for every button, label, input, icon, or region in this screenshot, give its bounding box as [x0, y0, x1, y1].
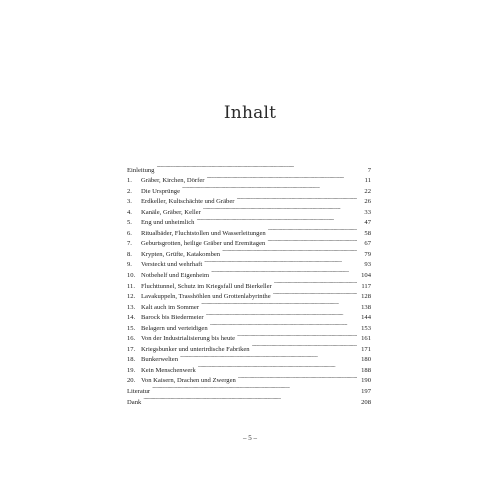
- toc-entry-page: 138: [361, 303, 371, 311]
- toc-entry-number: 19.: [127, 366, 136, 374]
- toc-dot-leader: [201, 298, 357, 309]
- toc-entry-page: 128: [361, 293, 371, 301]
- toc-entry-label: Die Ursprünge: [141, 187, 181, 195]
- toc-entry-page: 190: [361, 377, 371, 385]
- toc-entry-number: 6.: [127, 229, 132, 237]
- toc-dot-leader: [236, 193, 357, 204]
- toc-entry-number: 11.: [127, 282, 135, 290]
- toc-entry-page: 26: [364, 198, 371, 206]
- toc-dot-leader: [180, 351, 357, 362]
- toc-entry-label: Erdkeller, Kultschächte und Gräber: [141, 198, 235, 206]
- toc-dot-leader: [268, 224, 357, 235]
- toc-dot-leader: [274, 277, 357, 288]
- toc-entry-page: 197: [361, 388, 371, 396]
- toc-entry-label: Kalt auch im Sommer: [141, 303, 200, 311]
- toc-entry-label: Einleitung: [127, 166, 155, 174]
- toc-entry-page: 180: [361, 356, 371, 364]
- toc-entry-number: 13.: [127, 303, 136, 311]
- toc-dot-leader: [211, 266, 357, 277]
- toc-entry-page: 67: [364, 240, 371, 248]
- toc-entry-number: 17.: [127, 345, 136, 353]
- toc-dot-leader: [237, 330, 357, 341]
- toc-dot-leader: [196, 214, 357, 225]
- toc-entry-label: Fluchttunnel, Schutz im Kriegsfall und Bierkeller: [141, 282, 272, 290]
- toc-dot-leader: [156, 161, 357, 172]
- toc-entry-number: 15.: [127, 324, 136, 332]
- toc-dot-leader: [210, 319, 357, 330]
- toc-entry-page: 104: [361, 272, 371, 280]
- table-of-contents: [127, 161, 371, 404]
- toc-dot-leader: [252, 340, 357, 351]
- toc-entry: [127, 393, 371, 404]
- toc-entry-page: 188: [361, 366, 371, 374]
- toc-dot-leader: [206, 172, 357, 183]
- toc-dot-leader: [238, 372, 357, 383]
- toc-entry-page: 161: [361, 335, 371, 343]
- toc-dot-leader: [273, 288, 357, 299]
- toc-entry-label: Gräber, Kirchen, Dörfer: [141, 177, 205, 185]
- toc-entry-label: Kanäle, Gräber, Keller: [141, 208, 201, 216]
- toc-entry: [127, 382, 371, 396]
- toc-entry-page: 47: [364, 219, 371, 227]
- toc-entry: [127, 161, 371, 172]
- toc-entry-label: Ritualbäder, Fluchtstollen und Wasserleitungen: [141, 229, 266, 237]
- toc-entry-label: Bunkerwelten: [141, 356, 178, 364]
- page-title: Inhalt: [223, 103, 277, 123]
- toc-entry-number: 3.: [127, 198, 132, 206]
- toc-entry-page: 7: [367, 166, 371, 174]
- toc-entry-number: 1.: [127, 177, 132, 185]
- toc-dot-leader: [267, 235, 357, 246]
- page-number: – 5 –: [243, 434, 257, 442]
- toc-entry-page: 22: [364, 187, 371, 195]
- toc-entry-number: 4.: [127, 208, 132, 216]
- toc-entry-number: 8.: [127, 250, 132, 258]
- toc-entry-label: Barock bis Biedermeier: [141, 314, 204, 322]
- toc-entry-label: Krypten, Grüfte, Katakomben: [141, 250, 221, 258]
- toc-entry-label: Notbehelf und Eigenheim: [141, 272, 210, 280]
- toc-entry-page: 11: [364, 177, 371, 185]
- toc-entry-label: Von Kaisern, Drachen und Zwergen: [141, 377, 236, 385]
- toc-entry: [127, 172, 371, 183]
- toc-entry-number: 2.: [127, 187, 132, 195]
- toc-entry-page: 153: [361, 324, 371, 332]
- toc-entry-page: 79: [364, 250, 371, 258]
- toc-entry-number: 10.: [127, 272, 136, 280]
- toc-entry-page: 33: [364, 208, 371, 216]
- toc-entry-page: 171: [361, 345, 371, 353]
- toc-entry-number: 12.: [127, 293, 136, 301]
- toc-entry-label: Eng und unheimlich: [141, 219, 195, 227]
- toc-entry-label: Lavakuppeln, Trasshöhlen und Grottenlabyrinthe: [141, 293, 271, 301]
- toc-entry-label: Dank: [127, 398, 142, 406]
- toc-entry-label: Kein Menschenwerk: [141, 366, 196, 374]
- toc-entry-number: 18.: [127, 356, 136, 364]
- toc-dot-leader: [182, 182, 357, 193]
- toc-entry-number: 14.: [127, 314, 136, 322]
- toc-entry-page: 117: [361, 282, 371, 290]
- toc-entry-number: 9.: [127, 261, 132, 269]
- toc-dot-leader: [143, 393, 357, 404]
- toc-dot-leader: [203, 203, 357, 214]
- toc-entry-number: 5.: [127, 219, 132, 227]
- toc-entry-label: Kriegsbunker und unterirdische Fabriken: [141, 345, 250, 353]
- toc-entry-label: Belagern und verteidigen: [141, 324, 208, 332]
- toc-entry-number: 16.: [127, 335, 136, 343]
- toc-dot-leader: [222, 245, 357, 256]
- toc-entry-number: 7.: [127, 240, 132, 248]
- toc-entry-number: 20.: [127, 377, 136, 385]
- toc-entry-page: 144: [361, 314, 371, 322]
- toc-entry-page: 93: [364, 261, 371, 269]
- toc-entry-label: Literatur: [127, 388, 151, 396]
- toc-dot-leader: [152, 382, 357, 393]
- toc-entry-page: 208: [361, 398, 371, 406]
- toc-dot-leader: [204, 256, 357, 267]
- toc-entry-label: Von der Industrialisierung bis heute: [141, 335, 236, 343]
- toc-entry-page: 58: [364, 229, 371, 237]
- toc-dot-leader: [206, 309, 357, 320]
- toc-entry-label: Versteckt und wehrhaft: [141, 261, 203, 269]
- toc-entry-label: Geburtsgrotten, heilige Gräber und Eremitagen: [141, 240, 266, 248]
- toc-dot-leader: [198, 361, 357, 372]
